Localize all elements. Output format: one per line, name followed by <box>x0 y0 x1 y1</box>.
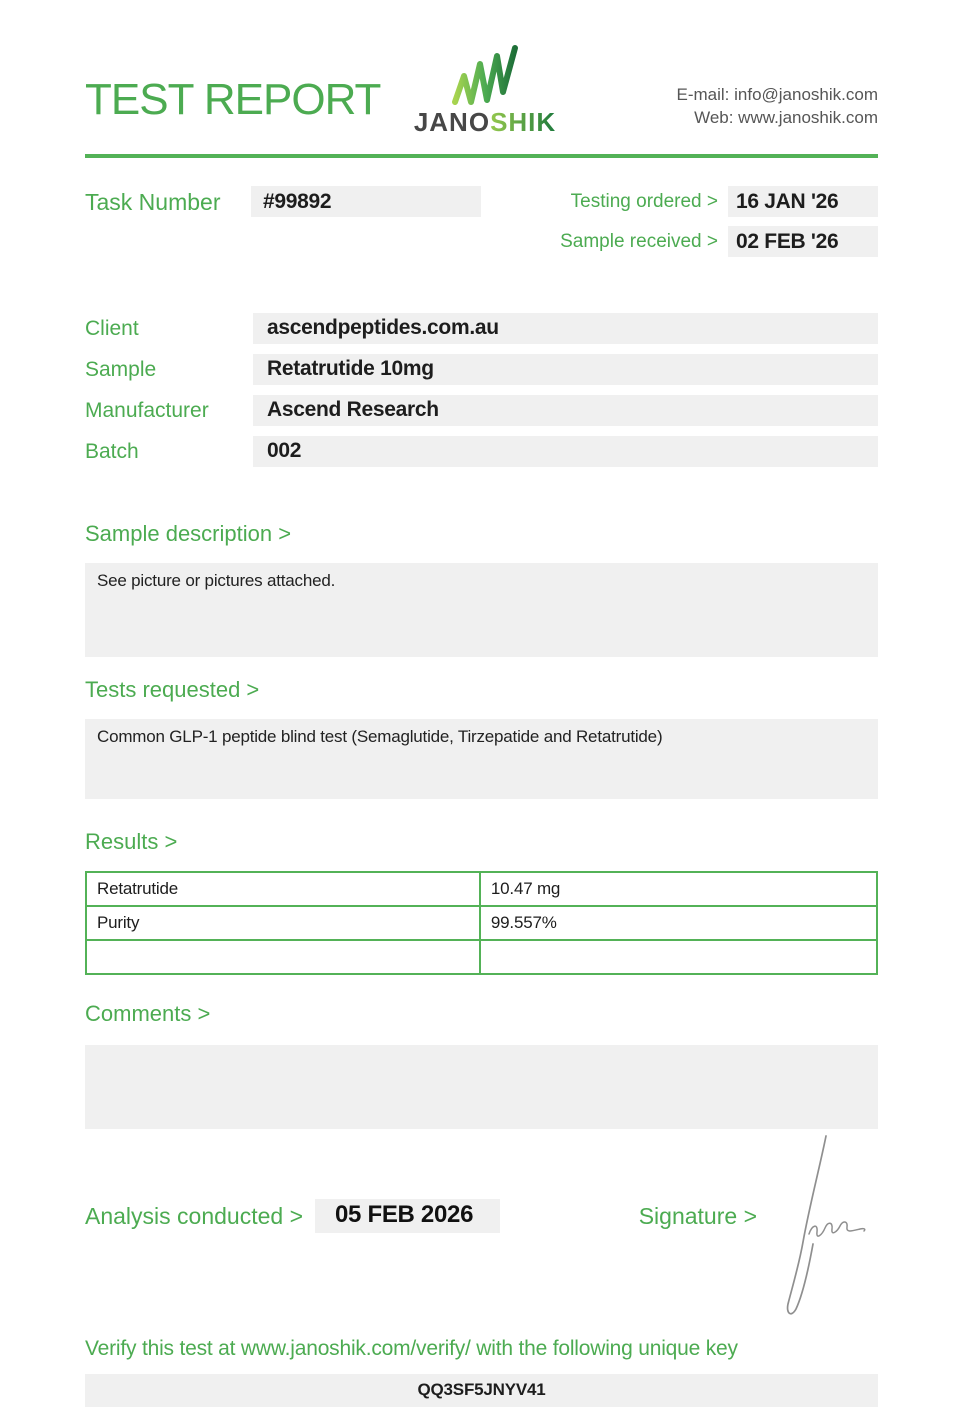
result-name-cell: Retatrutide <box>86 872 480 906</box>
logo-word-dark: JANO <box>413 107 491 137</box>
sample-received-value: 02 FEB '26 <box>728 226 878 257</box>
contact-web: Web: www.janoshik.com <box>694 107 878 127</box>
section-comments <box>85 1001 878 1129</box>
info-row-client <box>85 313 878 344</box>
contact-email: E-mail: info@janoshik.com <box>676 85 878 104</box>
section-tests-requested <box>85 677 878 799</box>
results-table <box>85 871 878 975</box>
section-sample-description <box>85 521 878 657</box>
task-number-value: #99892 <box>251 186 481 217</box>
sample-value: Retatrutide 10mg <box>253 354 878 385</box>
result-name-cell <box>86 940 480 974</box>
page-title: TEST REPORT <box>85 75 381 124</box>
info-row-batch <box>85 436 878 467</box>
report-header <box>85 0 878 138</box>
info-row-manufacturer <box>85 395 878 426</box>
sample-description-box: See picture or pictures attached. <box>85 563 878 657</box>
testing-ordered-label: Testing ordered > <box>570 190 718 212</box>
brand-logo <box>395 44 575 138</box>
result-value-cell: 10.47 mg <box>480 872 877 906</box>
logo-wordmark <box>395 107 575 138</box>
date-row <box>560 186 878 217</box>
task-number-label: Task Number <box>85 189 221 215</box>
table-row <box>86 906 877 940</box>
comments-box <box>85 1045 878 1129</box>
batch-label: Batch <box>85 439 139 463</box>
contact-block <box>677 84 879 130</box>
tests-requested-box: Common GLP-1 peptide blind test (Semaglutide, Tirzepatide and Retatrutide) <box>85 719 878 799</box>
info-block <box>85 313 878 467</box>
testing-ordered-value: 16 JAN '26 <box>728 186 878 217</box>
verify-text: Verify this test at www.janoshik.com/verify/ with the following unique key <box>85 1337 738 1360</box>
task-row <box>85 186 878 257</box>
table-row <box>86 940 877 974</box>
table-row <box>86 872 877 906</box>
signature-image <box>762 1130 870 1323</box>
verify-key: QQ3SF5JNYV41 <box>85 1374 878 1407</box>
sample-description-label: Sample description > <box>85 521 292 546</box>
info-row-sample <box>85 354 878 385</box>
analysis-row <box>85 1199 878 1233</box>
manufacturer-label: Manufacturer <box>85 398 209 422</box>
logo-word-green: SHIK <box>490 107 557 137</box>
result-value-cell <box>480 940 877 974</box>
date-row <box>560 226 878 257</box>
batch-value: 002 <box>253 436 878 467</box>
signature-label: Signature > <box>638 1202 757 1229</box>
sample-label: Sample <box>85 357 157 381</box>
manufacturer-value: Ascend Research <box>253 395 878 426</box>
tests-requested-label: Tests requested > <box>85 677 260 702</box>
result-value-cell: 99.557% <box>480 906 877 940</box>
client-value: ascendpeptides.com.au <box>253 313 878 344</box>
analysis-conducted-label: Analysis conducted > <box>85 1202 303 1229</box>
section-results <box>85 829 878 975</box>
analysis-conducted-value: 05 FEB 2026 <box>315 1199 500 1233</box>
results-label: Results > <box>85 829 178 854</box>
header-divider <box>85 154 878 158</box>
comments-label: Comments > <box>85 1001 211 1026</box>
result-name-cell: Purity <box>86 906 480 940</box>
growth-chart-icon <box>395 44 575 106</box>
sample-received-label: Sample received > <box>560 230 718 252</box>
client-label: Client <box>85 316 139 340</box>
dates-block <box>560 186 878 257</box>
